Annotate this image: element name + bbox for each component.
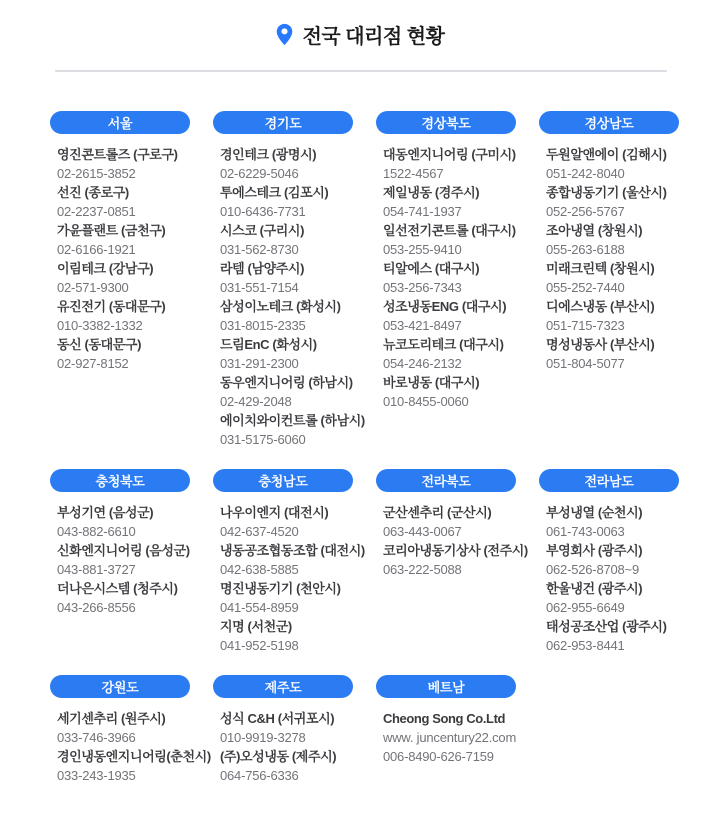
region-entry-list <box>539 145 689 373</box>
dealer-name: 성조냉동ENG (대구시) <box>383 299 507 314</box>
dealer-phone: 006-8490-626-7159 <box>383 749 494 764</box>
dealer-name: 신화엔지니어링 (음성군) <box>57 543 190 558</box>
region-header-pill: 서울 <box>50 111 190 134</box>
dealer-name: 더나은시스템 (청주시) <box>57 581 178 596</box>
dealer-name: 부성기연 (음성군) <box>57 505 154 520</box>
dealer-phone: 010-8455-0060 <box>383 394 469 409</box>
dealer-name: 명진냉동기기 (천안시) <box>220 581 341 596</box>
dealer-phone: 010-6436-7731 <box>220 204 306 219</box>
dealer-name: 태성공조산업 (광주시) <box>546 619 667 634</box>
dealer-name: 나우이엔지 (대전시) <box>220 505 329 520</box>
region-card <box>376 675 526 766</box>
dealer-name: 냉동공조협동조합 (대전시) <box>220 543 365 558</box>
dealer-phone: 043-266-8556 <box>57 600 136 615</box>
dealer-phone: 062-955-6649 <box>546 600 625 615</box>
dealer-name: 삼성이노테크 (화성시) <box>220 299 341 314</box>
dealer-name: 조아냉열 (창원시) <box>546 223 643 238</box>
dealer-name: 라템 (남양주시) <box>220 261 305 276</box>
region-card <box>376 111 526 411</box>
dealer-name: 경인냉동엔지니어링(춘천시) <box>57 749 211 764</box>
region-card <box>213 675 363 785</box>
region-header-pill: 충청북도 <box>50 469 190 492</box>
dealer-phone: 052-256-5767 <box>546 204 625 219</box>
dealer-name: 종합냉동기기 (울산시) <box>546 185 667 200</box>
dealer-phone: 051-715-7323 <box>546 318 625 333</box>
dealer-name: 명성냉동사 (부산시) <box>546 337 655 352</box>
region-header-pill: 경기도 <box>213 111 353 134</box>
regions-grid <box>0 72 720 785</box>
dealer-phone: 02-2615-3852 <box>57 166 136 181</box>
dealer-phone: 042-637-4520 <box>220 524 299 539</box>
region-card <box>213 111 363 449</box>
dealer-name: 경인테크 (광명시) <box>220 147 317 162</box>
dealer-phone: 031-8015-2335 <box>220 318 306 333</box>
dealer-phone: 02-2237-0851 <box>57 204 136 219</box>
dealer-phone: 042-638-5885 <box>220 562 299 577</box>
dealer-phone: 055-263-6188 <box>546 242 625 257</box>
region-card <box>539 469 689 655</box>
dealer-phone: 054-741-1937 <box>383 204 462 219</box>
dealer-name: 이림테크 (강남구) <box>57 261 154 276</box>
region-card <box>376 469 526 579</box>
location-pin-icon <box>276 23 293 46</box>
dealer-phone: 064-756-6336 <box>220 768 299 783</box>
dealer-name: 동우엔지니어링 (하남시) <box>220 375 353 390</box>
dealer-phone: 031-551-7154 <box>220 280 299 295</box>
dealer-phone: 02-6229-5046 <box>220 166 299 181</box>
dealer-phone: 051-242-8040 <box>546 166 625 181</box>
dealer-phone: 051-804-5077 <box>546 356 625 371</box>
dealer-phone: 053-255-9410 <box>383 242 462 257</box>
region-header-pill: 베트남 <box>376 675 516 698</box>
region-entry-list <box>376 503 526 579</box>
dealer-name: 영진콘트롤즈 (구로구) <box>57 147 178 162</box>
dealer-name: 제일냉동 (경주시) <box>383 185 480 200</box>
dealer-phone: 031-562-8730 <box>220 242 299 257</box>
dealer-phone: 041-952-5198 <box>220 638 299 653</box>
dealer-name: 에이치와이컨트롤 (하남시) <box>220 413 365 428</box>
dealer-phone: 041-554-8959 <box>220 600 299 615</box>
region-card <box>213 469 363 655</box>
region-header-pill: 전라북도 <box>376 469 516 492</box>
region-header-pill: 전라남도 <box>539 469 679 492</box>
dealer-phone: 053-421-8497 <box>383 318 462 333</box>
dealer-phone: 055-252-7440 <box>546 280 625 295</box>
dealer-name: 티알에스 (대구시) <box>383 261 480 276</box>
dealer-phone: 010-9919-3278 <box>220 730 306 745</box>
region-header-pill: 경상북도 <box>376 111 516 134</box>
region-card <box>50 111 200 373</box>
region-entry-list <box>376 145 526 411</box>
dealer-name: 대동엔지니어링 (구미시) <box>383 147 516 162</box>
dealer-name: 세기센추리 (원주시) <box>57 711 166 726</box>
dealer-phone: 063-443-0067 <box>383 524 462 539</box>
dealer-phone: 02-571-9300 <box>57 280 129 295</box>
dealer-name: 디에스냉동 (부산시) <box>546 299 655 314</box>
dealer-name: 부영회사 (광주시) <box>546 543 643 558</box>
dealer-name: 시스코 (구리시) <box>220 223 305 238</box>
dealer-name: 성식 C&H (서귀포시) <box>220 711 335 726</box>
region-card <box>539 111 689 373</box>
dealer-phone: 033-243-1935 <box>57 768 136 783</box>
dealer-name: 유진전기 (동대문구) <box>57 299 166 314</box>
region-entry-list <box>213 503 363 655</box>
region-card <box>50 469 200 617</box>
region-entry-list <box>50 503 200 617</box>
dealer-phone: 053-256-7343 <box>383 280 462 295</box>
dealer-phone: 02-429-2048 <box>220 394 292 409</box>
dealer-phone: 061-743-0063 <box>546 524 625 539</box>
dealer-name: (주)오성냉동 (제주시) <box>220 749 337 764</box>
region-entry-list <box>50 145 200 373</box>
dealer-phone: 02-6166-1921 <box>57 242 136 257</box>
dealer-name: 투에스테크 (김포시) <box>220 185 329 200</box>
region-card <box>50 675 211 785</box>
dealer-phone: 010-3382-1332 <box>57 318 143 333</box>
dealer-phone: 033-746-3966 <box>57 730 136 745</box>
region-entry-list <box>376 709 526 766</box>
dealer-name: 동신 (동대문구) <box>57 337 142 352</box>
dealer-name: 지명 (서천군) <box>220 619 292 634</box>
dealer-name: 미래크린텍 (창원시) <box>546 261 655 276</box>
dealer-phone: 031-5175-6060 <box>220 432 306 447</box>
dealer-name: 바로냉동 (대구시) <box>383 375 480 390</box>
region-header-pill: 경상남도 <box>539 111 679 134</box>
dealer-name: 코리아냉동기상사 (전주시) <box>383 543 528 558</box>
dealer-phone: 031-291-2300 <box>220 356 299 371</box>
dealer-phone: 043-881-3727 <box>57 562 136 577</box>
dealer-phone: 054-246-2132 <box>383 356 462 371</box>
page-header <box>0 0 720 52</box>
dealer-phone: 043-882-6610 <box>57 524 136 539</box>
page-title: 전국 대리점 현황 <box>302 25 445 48</box>
dealer-phone: 062-953-8441 <box>546 638 625 653</box>
dealer-name: 부성냉열 (순천시) <box>546 505 643 520</box>
dealer-name: 선진 (종로구) <box>57 185 129 200</box>
region-entry-list <box>50 709 211 785</box>
dealer-name: 군산센추리 (군산시) <box>383 505 492 520</box>
region-header-pill: 제주도 <box>213 675 353 698</box>
region-entry-list <box>539 503 689 655</box>
dealer-name: 한울냉건 (광주시) <box>546 581 643 596</box>
dealer-name: 두원알앤에이 (김해시) <box>546 147 667 162</box>
dealer-name: Cheong Song Co.Ltd <box>383 711 506 726</box>
dealer-name: 가윤플랜트 (금천구) <box>57 223 166 238</box>
dealer-name: 일선전기콘트롤 (대구시) <box>383 223 516 238</box>
dealer-website: www. juncentury22.com <box>383 730 517 745</box>
region-entry-list <box>213 709 363 785</box>
dealer-phone: 062-526-8708~9 <box>546 562 639 577</box>
region-header-pill: 충청남도 <box>213 469 353 492</box>
dealer-phone: 063-222-5088 <box>383 562 462 577</box>
dealer-name: 드림EnC (화성시) <box>220 337 317 352</box>
dealer-phone: 1522-4567 <box>383 166 444 181</box>
dealer-phone: 02-927-8152 <box>57 356 129 371</box>
dealer-name: 뉴코도리테크 (대구시) <box>383 337 504 352</box>
region-entry-list <box>213 145 363 449</box>
region-header-pill: 강원도 <box>50 675 190 698</box>
